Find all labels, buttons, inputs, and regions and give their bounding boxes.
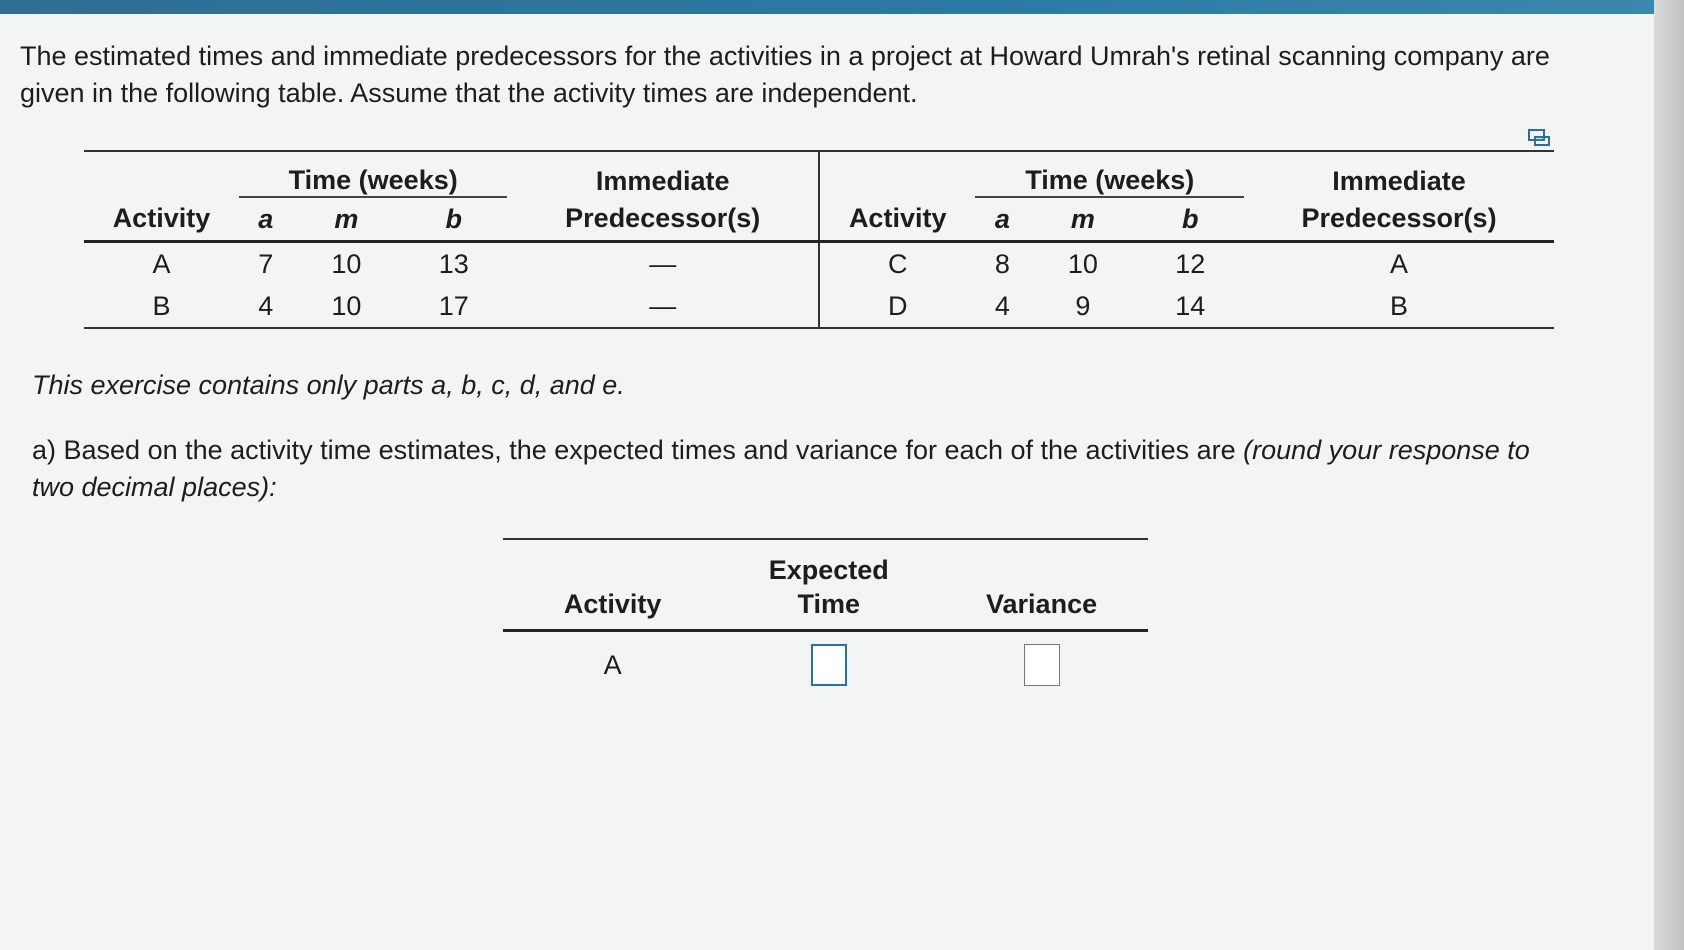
col-b-right: b — [1182, 203, 1199, 234]
table-row: A 7 10 13 — C 8 10 12 A — [84, 242, 1554, 286]
answer-expected-header: Expected Time — [768, 555, 889, 619]
expected-time-input[interactable] — [811, 644, 847, 686]
part-a-text: a) Based on the activity time estimates, the expected times and variance for each of the activities are — [32, 435, 1236, 465]
table-row: B 4 10 17 — D 4 9 14 B — [84, 285, 1554, 328]
time-group-header-left: Time (weeks) — [239, 151, 508, 197]
expand-table-icon[interactable] — [1527, 128, 1551, 148]
pred-header-right-1: Immediate — [1332, 166, 1466, 196]
col-b-left: b — [445, 203, 462, 234]
activity-header-right: Activity — [819, 197, 976, 242]
answer-activity-header: Activity — [563, 589, 662, 619]
exercise-note: This exercise contains only parts a, b, c, d, and e. — [32, 370, 625, 400]
col-a-left: a — [258, 203, 274, 234]
col-m-left: m — [334, 203, 359, 234]
part-a-instruction: (round your response to two decimal places): — [32, 435, 1530, 502]
variance-input[interactable] — [1024, 644, 1060, 686]
pred-header-left-1: Immediate — [595, 166, 730, 196]
pred-header-right-2: Predecessor(s) — [1301, 203, 1497, 233]
time-group-header-right: Time (weeks) — [975, 151, 1244, 197]
top-bar — [0, 0, 1660, 14]
activity-table — [84, 150, 1554, 329]
answer-activity: A — [603, 649, 622, 680]
answer-table — [503, 538, 1148, 698]
part-a-prompt — [32, 432, 1552, 506]
activity-header-left: Activity — [112, 203, 211, 233]
problem-intro: The estimated times and immediate predecessors for the activities in a project at Howard Umrah's retinal scanning company are given in the following table. Assume that the activity times are independent. — [20, 41, 1550, 108]
col-m-right: m — [1070, 203, 1095, 234]
answer-variance-header: Variance — [986, 589, 1098, 619]
col-a-right: a — [994, 203, 1010, 234]
answer-row — [503, 631, 1148, 699]
pred-header-left-2: Predecessor(s) — [565, 203, 761, 233]
page-edge — [1654, 0, 1684, 950]
